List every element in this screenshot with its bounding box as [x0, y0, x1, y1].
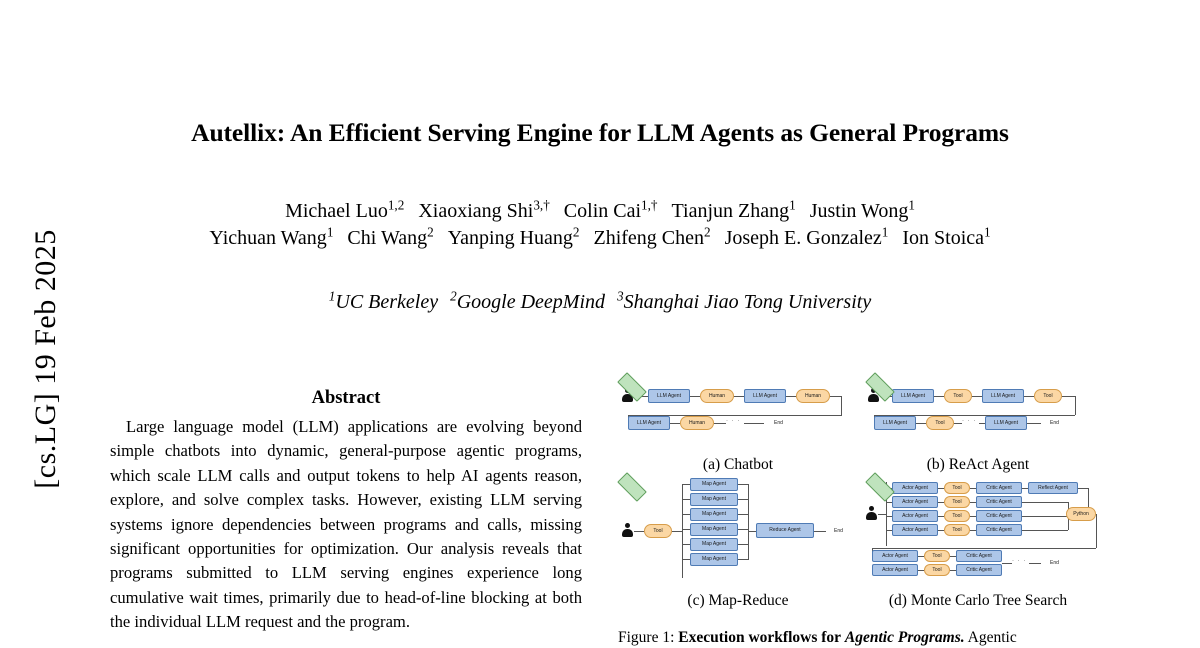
node-critic-agent	[976, 482, 1022, 494]
node-map-agent	[690, 538, 738, 551]
connector	[672, 531, 682, 532]
node-label: Tool	[1043, 392, 1053, 399]
connector	[1024, 396, 1034, 397]
node-tool	[1034, 389, 1062, 403]
connector	[734, 396, 744, 397]
arxiv-stamp: [cs.LG] 19 Feb 2025	[29, 229, 62, 489]
node-map-agent	[690, 508, 738, 521]
figure-panels	[618, 380, 1098, 612]
figure-1	[618, 380, 1098, 612]
author: Colin Cai$^{1,\dagger}$	[563, 197, 658, 222]
node-label: Actor Agent	[882, 552, 908, 559]
connector	[841, 396, 842, 415]
node-label: Map Agent	[702, 511, 726, 517]
node-human	[796, 389, 830, 403]
node-tool	[944, 389, 972, 403]
node-label: Tool	[952, 484, 962, 491]
node-tool	[926, 416, 954, 430]
abstract-section	[110, 388, 582, 635]
affiliation: $^2$Google DeepMind	[450, 288, 606, 313]
author: Yanping Huang$^2$	[447, 224, 580, 249]
figure-caption-bold: Execution workflows for	[678, 629, 842, 646]
connector	[682, 514, 690, 515]
connector	[738, 499, 748, 500]
node-label: Human	[708, 392, 726, 399]
node-label: Actor Agent	[882, 566, 908, 573]
node-label: Python	[1073, 510, 1089, 517]
node-llm-agent	[982, 389, 1024, 403]
user-icon	[866, 506, 877, 521]
connector	[670, 423, 680, 424]
node-label: Reduce Agent	[769, 527, 801, 533]
node-tool	[944, 496, 970, 508]
node-llm-agent	[628, 416, 670, 430]
node-actor-agent	[892, 496, 938, 508]
author: Michael Luo$^{1,2}$	[285, 197, 405, 222]
node-critic-agent	[976, 510, 1022, 522]
figure-caption-label: Figure 1:	[618, 629, 675, 646]
node-label: Map Agent	[702, 556, 726, 562]
node-critic-agent	[956, 564, 1002, 576]
node-map-agent	[690, 553, 738, 566]
node-label: Critic Agent	[966, 566, 992, 573]
node-label: Tool	[953, 392, 963, 399]
node-label: LLM Agent	[994, 419, 1018, 426]
connector	[738, 559, 748, 560]
author-list	[100, 197, 1100, 254]
node-map-agent	[690, 523, 738, 536]
node-end	[865, 472, 895, 502]
node-tool	[924, 564, 950, 576]
connector	[1075, 396, 1076, 415]
author: Justin Wong$^1$	[809, 197, 915, 222]
node-label: Tool	[935, 419, 945, 426]
node-actor-agent	[872, 564, 918, 576]
node-label: Tool	[952, 526, 962, 533]
node-label: Critic Agent	[986, 512, 1012, 519]
node-actor-agent	[892, 524, 938, 536]
node-critic-agent	[956, 550, 1002, 562]
ellipsis: · · ·	[726, 418, 741, 424]
connector	[954, 423, 962, 424]
node-label: Map Agent	[702, 526, 726, 532]
ellipsis: · · ·	[1012, 558, 1027, 564]
connector	[682, 484, 690, 485]
connector	[738, 484, 748, 485]
panel-caption-b: (b) ReAct Agent	[926, 456, 1030, 473]
author: Joseph E. Gonzalez$^1$	[724, 224, 889, 249]
node-label: Critic Agent	[986, 498, 1012, 505]
connector	[972, 396, 982, 397]
connector	[748, 484, 749, 560]
connector	[744, 423, 764, 424]
node-label: LLM Agent	[901, 392, 925, 399]
node-label: Actor Agent	[902, 498, 928, 505]
abstract-body: Large language model (LLM) applications are evolving beyond simple chatbots into dynamic, general-purpose agentic programs, which scale LLM calls and output tokens to help AI agents reason, explore, and solve complex tasks. However, existing LLM serving systems ignore dependencies between programs and calls, missing significant opportunities for optimization. Our analysis reveals that programs submitted to LLM serving engines experience long cumulative wait times, primarily due to head-of-line blocking at both the individual LLM request and the program.	[110, 417, 582, 632]
connector	[738, 529, 748, 530]
node-label: Human	[804, 392, 822, 399]
connector	[634, 531, 644, 532]
node-tool	[644, 524, 672, 538]
node-label: Tool	[932, 566, 942, 573]
panel-react-agent	[866, 380, 1098, 456]
connector	[1022, 516, 1068, 517]
connector	[714, 423, 726, 424]
node-critic-agent	[976, 496, 1022, 508]
node-label: Tool	[952, 512, 962, 519]
node-actor-agent	[892, 510, 938, 522]
node-label: LLM Agent	[753, 392, 777, 399]
author: Xiaoxiang Shi$^{3,\dagger}$	[418, 197, 550, 222]
connector	[738, 544, 748, 545]
node-llm-agent	[874, 416, 916, 430]
node-python	[1066, 507, 1096, 521]
node-human	[680, 416, 714, 430]
affiliation: $^3$Shanghai Jiao Tong University	[617, 288, 872, 313]
affiliation: $^1$UC Berkeley	[328, 288, 439, 313]
node-label: LLM Agent	[991, 392, 1015, 399]
connector	[1027, 423, 1041, 424]
node-label: LLM Agent	[883, 419, 907, 426]
node-label: End	[1050, 560, 1059, 566]
node-label: Human	[688, 419, 706, 426]
connector	[682, 499, 690, 500]
connector	[1096, 514, 1097, 548]
connector	[682, 559, 690, 560]
connector	[1022, 502, 1068, 503]
ellipsis: · · ·	[962, 418, 977, 424]
node-label: End	[834, 528, 843, 534]
connector	[934, 396, 944, 397]
panel-mcts	[866, 480, 1098, 580]
author: Zhifeng Chen$^2$	[593, 224, 711, 249]
author: Ion Stoica$^1$	[902, 224, 991, 249]
connector	[738, 514, 748, 515]
node-label: Critic Agent	[986, 484, 1012, 491]
author-line-2	[100, 224, 1100, 250]
node-critic-agent	[976, 524, 1022, 536]
node-map-agent	[690, 478, 738, 491]
node-reflect-agent	[1028, 482, 1078, 494]
node-label: Critic Agent	[966, 552, 992, 559]
connector	[690, 396, 700, 397]
connector	[1078, 488, 1088, 489]
node-label: Map Agent	[702, 496, 726, 502]
node-label: Tool	[653, 527, 663, 534]
node-end	[617, 472, 647, 502]
connector	[1022, 530, 1068, 531]
affiliation-list	[100, 288, 1100, 314]
figure-caption	[618, 628, 1098, 648]
user-icon	[622, 523, 633, 538]
node-label: Critic Agent	[986, 526, 1012, 533]
node-human	[700, 389, 734, 403]
node-tool	[944, 524, 970, 536]
node-label: Reflect Agent	[1038, 484, 1068, 491]
page-title: Autellix: An Efficient Serving Engine for LLM Agents as General Programs	[191, 118, 1009, 147]
connector	[872, 548, 1096, 549]
figure-caption-rest: Agentic	[967, 629, 1017, 646]
connector	[1029, 563, 1041, 564]
node-label: Actor Agent	[902, 484, 928, 491]
node-actor-agent	[892, 482, 938, 494]
connector	[786, 396, 796, 397]
node-tool	[924, 550, 950, 562]
panel-caption-a: (a) Chatbot	[702, 456, 774, 473]
connector	[1002, 563, 1012, 564]
node-label: End	[774, 420, 783, 426]
node-label: LLM Agent	[637, 419, 661, 426]
panel-caption-c: (c) Map-Reduce	[687, 592, 789, 609]
author: Chi Wang$^2$	[347, 224, 434, 249]
node-label: Tool	[932, 552, 942, 559]
node-label: LLM Agent	[657, 392, 681, 399]
node-label: Map Agent	[702, 481, 726, 487]
node-llm-agent	[985, 416, 1027, 430]
figure-caption-bold-italic: Agentic Programs.	[844, 629, 965, 646]
panel-chatbot	[618, 380, 858, 456]
author-line-1	[100, 197, 1100, 223]
connector	[814, 531, 826, 532]
panel-caption-d: (d) Monte Carlo Tree Search	[888, 592, 1068, 609]
node-llm-agent	[648, 389, 690, 403]
abstract-heading: Abstract	[311, 388, 381, 408]
node-actor-agent	[872, 550, 918, 562]
connector	[748, 531, 756, 532]
connector	[1062, 396, 1076, 397]
node-label: Actor Agent	[902, 526, 928, 533]
connector	[682, 544, 690, 545]
node-label: End	[1050, 420, 1059, 426]
connector	[916, 423, 926, 424]
node-tool	[944, 482, 970, 494]
node-llm-agent	[892, 389, 934, 403]
connector	[682, 529, 690, 530]
author: Yichuan Wang$^1$	[209, 224, 334, 249]
node-label: Map Agent	[702, 541, 726, 547]
connector	[878, 514, 886, 515]
author: Tianjun Zhang$^1$	[671, 197, 796, 222]
node-tool	[944, 510, 970, 522]
node-reduce-agent	[756, 523, 814, 538]
panel-map-reduce	[618, 480, 858, 580]
node-label: Actor Agent	[902, 512, 928, 519]
node-llm-agent	[744, 389, 786, 403]
node-label: Tool	[952, 498, 962, 505]
node-map-agent	[690, 493, 738, 506]
